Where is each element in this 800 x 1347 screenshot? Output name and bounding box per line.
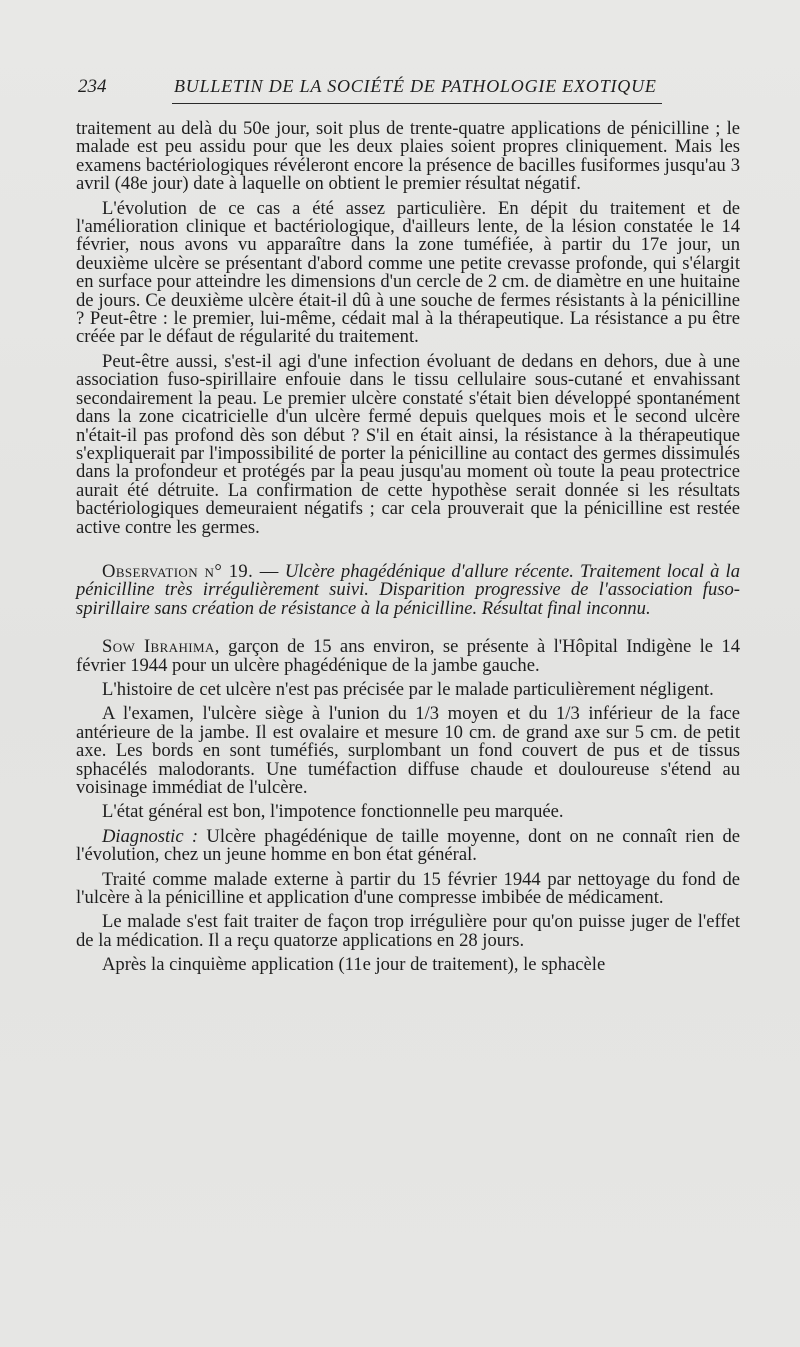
section-gap bbox=[76, 537, 740, 563]
page-header bbox=[78, 76, 750, 104]
paragraph-general-state: L'état général est bon, l'impotence fonctionnelle peu marquée. bbox=[102, 801, 564, 823]
paragraph-examination: A l'examen, l'ulcère siège à l'union du 1/3 moyen et du 1/3 inférieur de la face antérieure de la jambe. Il est ovalaire et mesure 10 cm. de grand axe sur 5 cm. de petit axe. Les bords en sont tuméfiés, surplombant un fond couvert de pus et de tissus sphacélés malodorants. Une tuméfaction diffuse chaude et douloureuse s'étend au voisinage immédiat de l'ulcère. bbox=[76, 703, 740, 798]
page-number: 234 bbox=[78, 76, 107, 97]
paragraph-hypothesis: Peut-être aussi, s'est-il agi d'une infection évoluant de dedans en dehors, due à une association fuso-spirillaire enfouie dans le tissu cellulaire sous-cutané et envahissant secondairement la peau. Le premier ulcère constaté s'était bien développé spontanément dans la zone cicatricielle d'un ulcère fermé depuis quelques mois et le second ulcère n'était-il pas profond dès son début ? S'il en était ainsi, la résistance à la thérapeutique s'expliquerait par l'impossibilité de porter la pénicilline au contact des germes dissimulés dans la profondeur et protégés par la peau jusqu'au moment où toute la peau protectrice aurait été détruite. La confirmation de cette hypothèse serait donnée si les résultats bactériologiques demeuraient négatifs ; car cela prouverait que la pénicilline est restée active contre les germes. bbox=[76, 350, 740, 538]
header-rule bbox=[172, 103, 662, 104]
paragraph-patient bbox=[76, 638, 740, 675]
diagnosis-label: Diagnostic : bbox=[102, 825, 199, 847]
paragraph-evolution: L'évolution de ce cas a été assez particulière. En dépit du traitement et de l'amélioration clinique et bactériologique, d'ailleurs lente, de la lésion constatée le 14 février, nous avons vu apparaître dans la zone tuméfiée, à partir du 17e jour, un deuxième ulcère se présentant d'abord comme une petite crevasse profonde, qui s'élargit en surface pour atteindre les dimensions d'un cercle de 2 cm. de diamètre en une huitaine de jours. Ce deuxième ulcère était-il dû à une souche de fermes résistants à la pénicilline ? Peut-être : le premier, lui-même, cédait mal à la thérapeutique. La résistance a pu être créée par le défaut de régularité du traitement. bbox=[76, 197, 740, 348]
body-text bbox=[76, 120, 740, 975]
observation-label: Observation n° 19. — bbox=[102, 560, 279, 582]
observation-title: Ulcère phagédénique d'allure récente. Traitement local à la pénicilline très irrégulièrement suivi. Disparition progressive de l'association fuso-spirillaire sans création de résistance à la pénicilline. Résultat final inconnu. bbox=[76, 560, 740, 619]
paragraph-history: L'histoire de cet ulcère n'est pas précisée par le malade particulièrement négligent. bbox=[102, 678, 714, 700]
running-title: BULLETIN DE LA SOCIÉTÉ DE PATHOLOGIE EXOTIQUE bbox=[174, 76, 657, 96]
observation-heading bbox=[76, 560, 740, 619]
paragraph-irregular: Le malade s'est fait traiter de façon trop irrégulière pour qu'on puisse juger de l'effet de la médication. Il a reçu quatorze applications en 28 jours. bbox=[76, 911, 740, 951]
section-gap-2 bbox=[76, 618, 740, 632]
paragraph-diagnosis bbox=[76, 825, 740, 866]
paragraph-treatment: Traité comme malade externe à partir du 15 février 1944 par nettoyage du fond de l'ulcère à la pénicilline et application d'une compresse imbibée de médicament. bbox=[76, 868, 740, 909]
paragraph-fifth-application: Après la cinquième application (11e jour de traitement), le sphacèle bbox=[102, 954, 606, 976]
diagnosis-text: Ulcère phagédénique de taille moyenne, dont on ne connaît rien de l'évolution, chez un jeune homme en bon état général. bbox=[76, 825, 740, 866]
paragraph-continued: traitement au delà du 50e jour, soit plus de trente-quatre applications de pénicilline ; le malade est peu assidu pour que les deux plaies soient propres cliniquement. Mais les examens bactériologiques révéleront encore la présence de bacilles fusiformes jusqu'au 3 avril (48e jour) date à laquelle on obtient le premier résultat négatif. bbox=[76, 118, 740, 195]
patient-text: garçon de 15 ans environ, se présente à l'Hôpital Indigène le 14 février 1944 pour un ulcère phagédénique de la jambe gauche. bbox=[76, 636, 740, 676]
patient-name: Sow Ibrahima, bbox=[102, 636, 220, 658]
